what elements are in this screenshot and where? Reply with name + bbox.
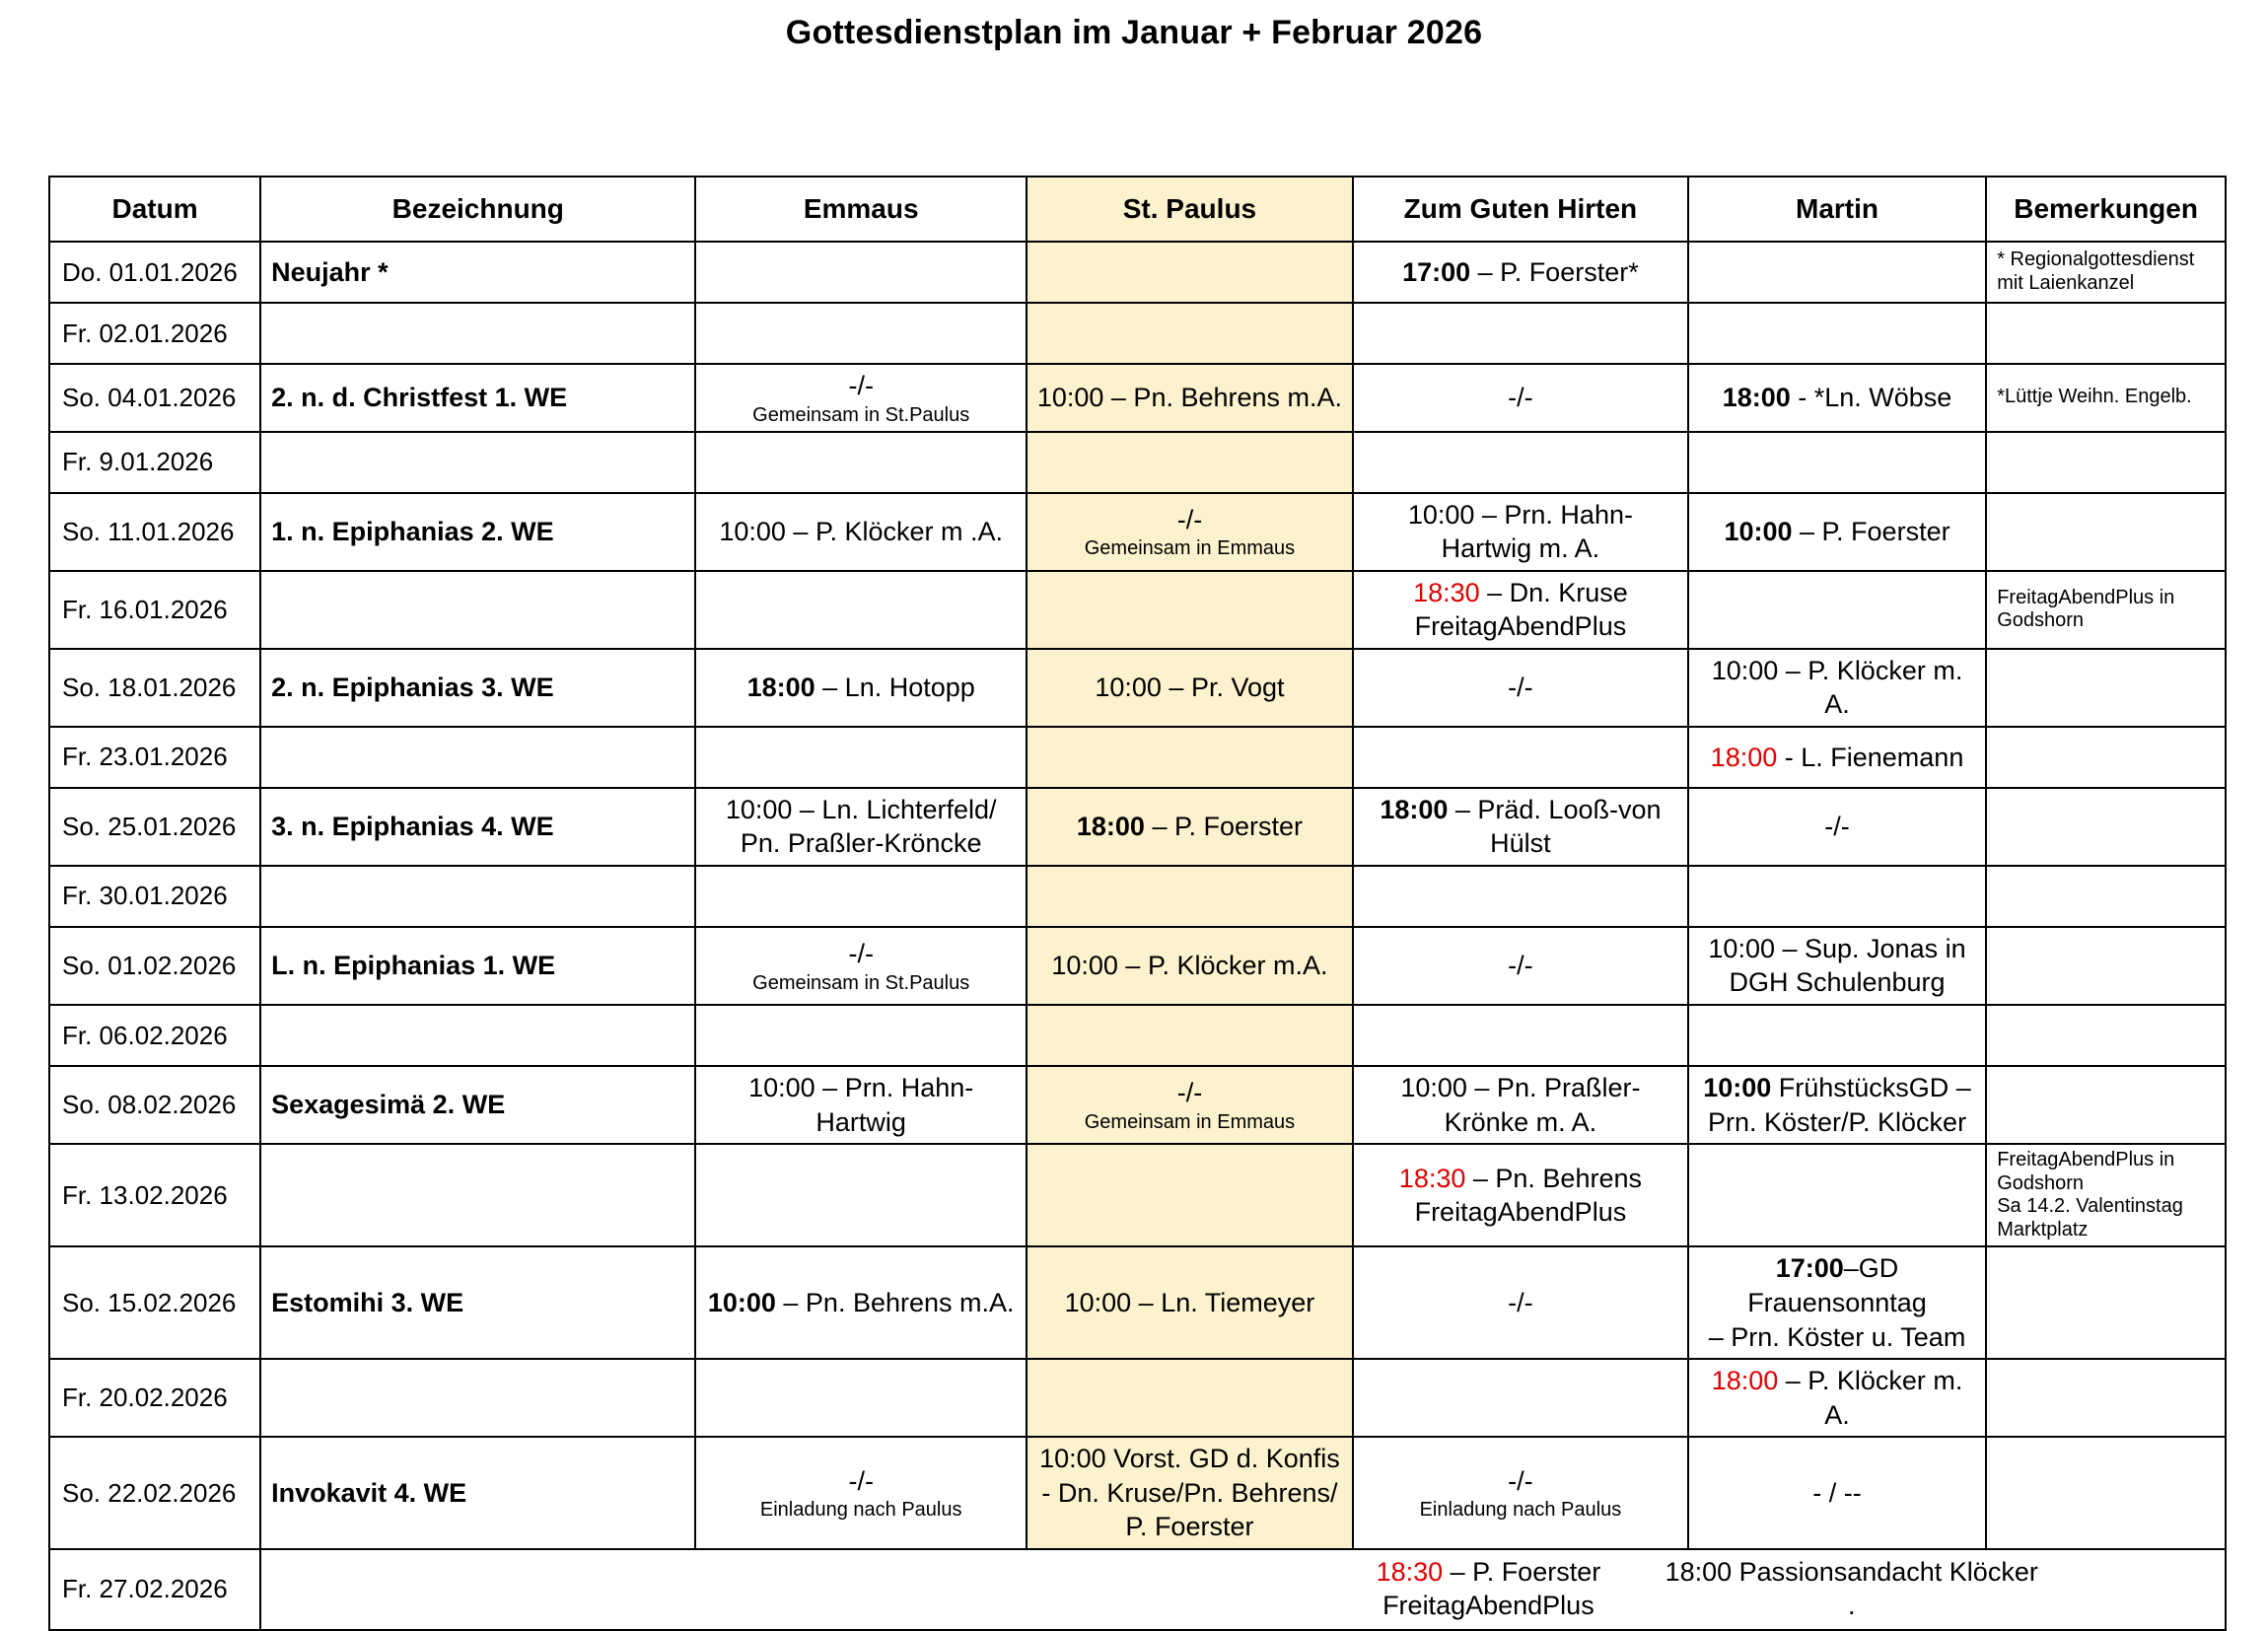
cell-bem <box>1986 1246 2226 1359</box>
page-title: Gottesdienstplan im Januar + Februar 2026 <box>785 14 1483 51</box>
cell-paulus <box>1027 1437 1353 1549</box>
cell-bezeichnung: Invokavit 4. WE <box>260 1437 695 1549</box>
table-row <box>49 927 2226 1005</box>
table-row <box>49 242 2226 303</box>
cell-bezeichnung <box>260 1005 695 1066</box>
cell-emmaus <box>695 1246 1026 1359</box>
cell-line <box>1362 255 1679 290</box>
cell-martin <box>1688 1066 1986 1144</box>
column-header-emmaus: Emmaus <box>695 177 1026 242</box>
cell-hirten <box>1353 571 1688 649</box>
cell-bezeichnung: Sexagesimä 2. WE <box>260 1066 695 1144</box>
cell-bem <box>1986 432 2226 493</box>
cell-hirten <box>1353 303 1688 364</box>
cell-bezeichnung <box>260 1144 695 1246</box>
cell-paulus <box>1027 364 1353 432</box>
cell-line <box>1362 826 1679 861</box>
cell-text: . <box>1847 1591 1856 1621</box>
cell-emmaus <box>695 866 1026 927</box>
cell-text: 18:00 <box>1722 383 1791 412</box>
cell-line <box>1362 498 1679 532</box>
cell-bezeichnung: Neujahr * <box>260 242 695 303</box>
cell-hirten <box>1353 788 1688 866</box>
table-row <box>49 1144 2226 1246</box>
cell-datum: So. 22.02.2026 <box>49 1437 260 1549</box>
cell-line <box>704 671 1017 705</box>
cell-text: Hartwig <box>815 1106 906 1137</box>
cell-text: – Pn. Behrens m.A. <box>775 1288 1015 1318</box>
cell-text: mit Laienkanzel <box>1997 272 2135 294</box>
cell-paulus <box>1027 1359 1353 1437</box>
cell-line <box>1377 1555 1601 1590</box>
cell-martin <box>1688 364 1986 432</box>
cell-text: FreitagAbendPlus <box>1414 611 1627 642</box>
table-row <box>49 1437 2226 1549</box>
cell-text: Hartwig m. A. <box>1441 533 1600 564</box>
cell-text: – Präd. Looß-von <box>1448 794 1662 824</box>
cell-line <box>1362 1195 1679 1230</box>
cell-text: 10:00 <box>1703 1073 1772 1103</box>
cell-line <box>1035 381 1344 415</box>
cell-hirten <box>1353 1005 1688 1066</box>
cell-line <box>1362 1286 1679 1320</box>
column-header-martin: Martin <box>1688 177 1986 242</box>
cell-line <box>704 369 1017 403</box>
cell-emmaus <box>695 1144 1026 1246</box>
cell-text: Prn. Köster/P. Klöcker <box>1707 1106 1967 1137</box>
table-row <box>49 571 2226 649</box>
cell-text: FreitagAbendPlus in <box>1997 586 2175 608</box>
cell-line <box>1697 810 1977 844</box>
cell-line <box>1035 671 1344 705</box>
cell-bezeichnung <box>260 1359 695 1437</box>
cell-emmaus <box>695 1359 1026 1437</box>
column-header-bem: Bemerkungen <box>1986 177 2226 242</box>
cell-datum: So. 08.02.2026 <box>49 1066 260 1144</box>
table-row <box>49 1359 2226 1437</box>
cell-subtext: Einladung nach Paulus <box>1419 1499 1622 1522</box>
cell-line <box>1997 248 2219 272</box>
cell-text: -/- <box>1508 951 1533 981</box>
cell-emmaus <box>695 242 1026 303</box>
cell-subtext: Einladung nach Paulus <box>759 1499 962 1522</box>
cell-bezeichnung: Estomihi 3. WE <box>260 1246 695 1359</box>
cell-line <box>1997 386 2219 409</box>
merged-entry <box>1377 1555 1601 1623</box>
cell-paulus <box>1027 927 1353 1005</box>
cell-hirten <box>1353 364 1688 432</box>
table-header <box>49 177 2226 242</box>
cell-line <box>1697 1105 1977 1140</box>
cell-martin <box>1688 571 1986 649</box>
plan-table <box>48 176 2227 1631</box>
cell-text: -/- <box>848 939 874 969</box>
cell-paulus <box>1027 1246 1353 1359</box>
cell-bem <box>1986 1359 2226 1437</box>
cell-paulus <box>1027 727 1353 788</box>
cell-bezeichnung <box>260 866 695 927</box>
cell-line <box>1035 1476 1344 1511</box>
cell-martin <box>1688 303 1986 364</box>
cell-line <box>1697 1476 1977 1511</box>
cell-text: – Pn. Behrens <box>1465 1163 1642 1193</box>
cell-line <box>1697 381 1977 415</box>
cell-text: 18:00 <box>1710 742 1778 772</box>
cell-line <box>704 793 1017 827</box>
cell-datum: Fr. 20.02.2026 <box>49 1359 260 1437</box>
cell-bem <box>1986 1437 2226 1549</box>
cell-text: 10:00 – Sup. Jonas in <box>1708 933 1966 963</box>
cell-martin <box>1688 788 1986 866</box>
cell-line <box>1997 1172 2219 1196</box>
cell-line <box>1697 965 1977 1000</box>
cell-line <box>704 1286 1017 1320</box>
cell-datum: So. 15.02.2026 <box>49 1246 260 1359</box>
cell-datum: So. 11.01.2026 <box>49 493 260 571</box>
cell-martin <box>1688 242 1986 303</box>
cell-line <box>1377 1589 1601 1623</box>
table-row <box>49 727 2226 788</box>
cell-martin <box>1688 1144 1986 1246</box>
cell-datum: Do. 01.01.2026 <box>49 242 260 303</box>
cell-text: 18:30 <box>1413 577 1480 607</box>
table-row <box>49 1066 2226 1144</box>
table-row <box>49 1549 2226 1630</box>
cell-martin <box>1688 927 1986 1005</box>
cell-line <box>1362 1071 1679 1105</box>
cell-text: 10:00 Vorst. GD d. Konfis <box>1039 1444 1340 1474</box>
column-header-datum: Datum <box>49 177 260 242</box>
cell-text: -/- <box>1176 504 1203 534</box>
cell-line <box>1362 1105 1679 1140</box>
cell-text: Pn. Praßler-Kröncke <box>740 828 982 859</box>
cell-hirten <box>1353 1066 1688 1144</box>
table-row <box>49 1005 2226 1066</box>
cell-hirten <box>1353 927 1688 1005</box>
table-row <box>49 493 2226 571</box>
cell-text: - / -- <box>1812 1477 1862 1508</box>
cell-datum: Fr. 06.02.2026 <box>49 1005 260 1066</box>
cell-bem <box>1986 493 2226 571</box>
cell-line <box>1997 1149 2219 1172</box>
cell-subtext: Gemeinsam in Emmaus <box>1084 537 1296 560</box>
cell-text: 10:00 – P. Klöcker m .A. <box>719 516 1004 546</box>
cell-text: DGH Schulenburg <box>1729 967 1946 998</box>
table-row <box>49 788 2226 866</box>
cell-text: -/- <box>1508 1465 1533 1496</box>
cell-text: FreitagAbendPlus <box>1414 1197 1627 1228</box>
cell-hirten <box>1353 1359 1688 1437</box>
cell-line <box>1697 1320 1977 1355</box>
cell-line <box>1362 381 1679 415</box>
cell-text: *Lüttje Weihn. Engelb. <box>1997 386 2192 408</box>
cell-text: FrühstücksGD – <box>1771 1073 1971 1103</box>
cell-text: – P. Foerster <box>1792 516 1950 546</box>
cell-hirten <box>1353 242 1688 303</box>
cell-hirten <box>1353 1246 1688 1359</box>
cell-datum: So. 01.02.2026 <box>49 927 260 1005</box>
cell-bezeichnung <box>260 432 695 493</box>
cell-bem <box>1986 788 2226 866</box>
cell-bem <box>1986 727 2226 788</box>
cell-paulus <box>1027 432 1353 493</box>
cell-text: 18:00 <box>1380 794 1449 824</box>
cell-text: – Ln. Hotopp <box>815 673 975 702</box>
column-header-paulus: St. Paulus <box>1027 177 1353 242</box>
column-header-bez: Bezeichnung <box>260 177 695 242</box>
cell-hirten <box>1353 1437 1688 1549</box>
cell-bezeichnung <box>260 303 695 364</box>
cell-emmaus <box>695 1005 1026 1066</box>
cell-line <box>1362 1162 1679 1196</box>
cell-text: – Prn. Köster u. Team <box>1708 1321 1966 1352</box>
table-row <box>49 866 2226 927</box>
cell-bezeichnung <box>260 727 695 788</box>
cell-subtext: Gemeinsam in St.Paulus <box>752 971 970 994</box>
cell-datum: Fr. 30.01.2026 <box>49 866 260 927</box>
cell-hirten <box>1353 1144 1688 1246</box>
cell-text: – P. Foerster <box>1144 812 1304 842</box>
table-row <box>49 364 2226 432</box>
cell-text: 18:00 <box>1711 1366 1779 1396</box>
table-row <box>49 303 2226 364</box>
cell-line <box>704 1105 1017 1140</box>
table-body <box>49 242 2226 1630</box>
cell-emmaus <box>695 649 1026 727</box>
cell-emmaus <box>695 364 1026 432</box>
cell-text: – P. Klöcker m. A. <box>1778 1366 1963 1430</box>
cell-line <box>1666 1589 2038 1623</box>
table-row <box>49 1246 2226 1359</box>
cell-line <box>704 826 1017 861</box>
cell-text: -/- <box>1508 673 1533 702</box>
cell-line <box>1362 793 1679 827</box>
cell-text: Hülst <box>1490 828 1551 859</box>
cell-line <box>1362 576 1679 610</box>
cell-hirten <box>1353 727 1688 788</box>
cell-text: 10:00 <box>707 1288 776 1318</box>
table-row <box>49 432 2226 493</box>
cell-datum: So. 25.01.2026 <box>49 788 260 866</box>
cell-line <box>1997 272 2219 296</box>
cell-emmaus <box>695 788 1026 866</box>
cell-line <box>704 515 1017 549</box>
cell-text: FreitagAbendPlus in <box>1997 1149 2175 1171</box>
cell-paulus <box>1027 571 1353 649</box>
cell-line <box>1362 949 1679 983</box>
cell-hirten <box>1353 649 1688 727</box>
cell-line <box>1035 810 1344 844</box>
header-row <box>49 177 2226 242</box>
cell-text: Marktplatz <box>1997 1218 2089 1241</box>
cell-bem <box>1986 649 2226 727</box>
cell-text: 18:00 Passionsandacht Klöcker <box>1665 1556 2038 1587</box>
cell-bem <box>1986 1144 2226 1246</box>
cell-text: 10:00 – P. Klöcker m. A. <box>1711 655 1963 720</box>
cell-text: -/- <box>848 371 874 400</box>
cell-paulus <box>1027 649 1353 727</box>
cell-martin <box>1688 1246 1986 1359</box>
cell-line <box>1697 515 1977 549</box>
cell-text: FreitagAbendPlus <box>1382 1591 1595 1621</box>
cell-text: - L. Fienemann <box>1777 742 1964 772</box>
cell-line <box>1035 1076 1344 1110</box>
cell-line <box>1697 1071 1977 1105</box>
cell-text: 17:00 <box>1775 1253 1844 1284</box>
cell-datum: Fr. 27.02.2026 <box>49 1549 260 1630</box>
cell-martin <box>1688 432 1986 493</box>
cell-bezeichnung: 2. n. Epiphanias 3. WE <box>260 649 695 727</box>
cell-hirten <box>1353 493 1688 571</box>
cell-text: – Dn. Kruse <box>1479 577 1628 607</box>
cell-text: 10:00 – Pr. Vogt <box>1095 673 1285 702</box>
cell-text: 10:00 – Pn. Behrens m.A. <box>1036 383 1343 412</box>
cell-bem <box>1986 866 2226 927</box>
column-header-hirten: Zum Guten Hirten <box>1353 177 1688 242</box>
cell-martin <box>1688 727 1986 788</box>
cell-text: P. Foerster <box>1125 1512 1254 1542</box>
cell-text: * Regionalgottesdienst <box>1997 248 2195 271</box>
cell-paulus <box>1027 1066 1353 1144</box>
cell-line <box>1997 609 2219 633</box>
cell-bezeichnung <box>260 571 695 649</box>
cell-text: -/- <box>1824 812 1850 842</box>
cell-merged-friday <box>260 1549 2226 1630</box>
cell-text: -/- <box>1176 1078 1203 1108</box>
cell-text: 10:00 – Ln. Tiemeyer <box>1064 1288 1315 1318</box>
cell-text: -/- <box>1508 383 1533 412</box>
cell-line <box>1035 1510 1344 1544</box>
cell-hirten <box>1353 866 1688 927</box>
cell-bezeichnung: 3. n. Epiphanias 4. WE <box>260 788 695 866</box>
cell-line <box>1697 741 1977 775</box>
cell-martin <box>1688 493 1986 571</box>
cell-text: 17:00 <box>1402 256 1471 287</box>
cell-bem <box>1986 364 2226 432</box>
cell-text: 18:00 <box>746 673 815 702</box>
cell-bem <box>1986 303 2226 364</box>
cell-line <box>1035 949 1344 983</box>
cell-text: 18:30 <box>1376 1556 1444 1587</box>
cell-text: -/- <box>848 1465 874 1496</box>
cell-line <box>704 1071 1017 1105</box>
cell-line <box>1697 932 1977 966</box>
cell-line <box>1035 1442 1344 1476</box>
cell-datum: Fr. 13.02.2026 <box>49 1144 260 1246</box>
cell-text: - *Ln. Wöbse <box>1790 383 1952 412</box>
cell-text: 10:00 <box>1724 516 1793 546</box>
cell-datum: So. 04.01.2026 <box>49 364 260 432</box>
cell-martin <box>1688 1359 1986 1437</box>
cell-text: 10:00 – Ln. Lichterfeld/ <box>725 794 997 824</box>
cell-bem <box>1986 242 2226 303</box>
cell-datum: Fr. 9.01.2026 <box>49 432 260 493</box>
cell-line <box>1697 1364 1977 1432</box>
cell-line <box>1697 1251 1977 1319</box>
cell-martin <box>1688 1437 1986 1549</box>
cell-text: 10:00 – Prn. Hahn- <box>1407 499 1633 530</box>
cell-martin <box>1688 649 1986 727</box>
cell-martin <box>1688 866 1986 927</box>
cell-emmaus <box>695 493 1026 571</box>
cell-line <box>1697 654 1977 722</box>
cell-paulus <box>1027 1144 1353 1246</box>
merged-entry <box>1666 1555 2038 1623</box>
cell-text: Godshorn <box>1997 1171 2085 1194</box>
cell-text: –GD Frauensonntag <box>1747 1253 1927 1318</box>
cell-datum: Fr. 02.01.2026 <box>49 303 260 364</box>
cell-bezeichnung: 1. n. Epiphanias 2. WE <box>260 493 695 571</box>
cell-martin <box>1688 1005 1986 1066</box>
cell-line <box>1035 503 1344 537</box>
cell-bem <box>1986 571 2226 649</box>
cell-line <box>1997 1195 2219 1219</box>
cell-text: Krönke m. A. <box>1444 1106 1597 1137</box>
cell-line <box>704 1464 1017 1499</box>
cell-text: 10:00 – Pn. Praßler- <box>1400 1073 1641 1103</box>
cell-emmaus <box>695 1066 1026 1144</box>
cell-emmaus <box>695 571 1026 649</box>
cell-hirten <box>1353 432 1688 493</box>
cell-bem <box>1986 1005 2226 1066</box>
cell-subtext: Gemeinsam in Emmaus <box>1084 1110 1296 1133</box>
cell-paulus <box>1027 303 1353 364</box>
cell-paulus <box>1027 788 1353 866</box>
cell-bem <box>1986 927 2226 1005</box>
cell-emmaus <box>695 927 1026 1005</box>
cell-text: -/- <box>1508 1288 1533 1318</box>
cell-line <box>704 937 1017 971</box>
cell-paulus <box>1027 866 1353 927</box>
cell-datum: Fr. 23.01.2026 <box>49 727 260 788</box>
cell-emmaus <box>695 432 1026 493</box>
cell-line <box>1997 587 2219 610</box>
cell-paulus <box>1027 242 1353 303</box>
cell-paulus <box>1027 493 1353 571</box>
table-row <box>49 649 2226 727</box>
cell-line <box>1362 532 1679 566</box>
cell-emmaus <box>695 303 1026 364</box>
cell-text: Godshorn <box>1997 609 2085 632</box>
cell-paulus <box>1027 1005 1353 1066</box>
cell-datum: So. 18.01.2026 <box>49 649 260 727</box>
cell-line <box>1362 1464 1679 1499</box>
cell-text: 10:00 – Prn. Hahn- <box>748 1073 974 1103</box>
cell-bezeichnung: 2. n. d. Christfest 1. WE <box>260 364 695 432</box>
cell-datum: Fr. 16.01.2026 <box>49 571 260 649</box>
cell-emmaus <box>695 727 1026 788</box>
cell-line <box>1362 671 1679 705</box>
cell-line <box>1035 1286 1344 1320</box>
cell-line <box>1997 1219 2219 1242</box>
cell-emmaus <box>695 1437 1026 1549</box>
cell-line <box>1362 609 1679 644</box>
cell-text: - Dn. Kruse/Pn. Behrens/ <box>1041 1477 1338 1508</box>
cell-text: Sa 14.2. Valentinstag <box>1997 1195 2183 1218</box>
cell-text: – P. Foerster <box>1443 1556 1601 1587</box>
cell-subtext: Gemeinsam in St.Paulus <box>752 403 970 426</box>
cell-line <box>1666 1555 2038 1590</box>
cell-bezeichnung: L. n. Epiphanias 1. WE <box>260 927 695 1005</box>
cell-text: 18:30 <box>1398 1163 1466 1193</box>
cell-text: 10:00 – P. Klöcker m.A. <box>1051 951 1328 981</box>
cell-bem <box>1986 1066 2226 1144</box>
cell-text: 18:00 <box>1076 812 1145 842</box>
cell-text: – P. Foerster* <box>1470 256 1639 287</box>
